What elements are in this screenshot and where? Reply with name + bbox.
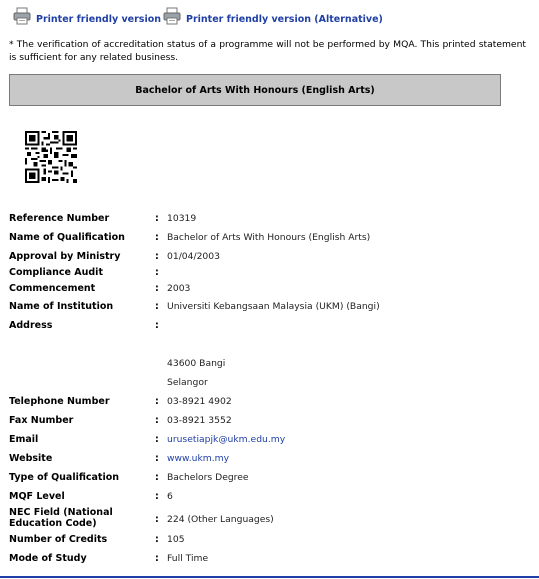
website-label: Website [9, 453, 53, 464]
bottom-divider [0, 576, 539, 578]
email-label: Email [9, 434, 39, 445]
separator: : [155, 514, 159, 525]
printer-friendly-label: Printer friendly version [36, 13, 162, 25]
separator: : [155, 415, 159, 426]
fax-label: Fax Number [9, 415, 74, 426]
separator: : [155, 283, 159, 294]
commencement-label: Commencement [9, 283, 96, 294]
telephone-label: Telephone Number [9, 396, 110, 407]
separator: : [155, 491, 159, 502]
qualification-type-label: Type of Qualification [9, 472, 119, 483]
email-link[interactable]: urusetiapjk@ukm.edu.my [167, 434, 286, 445]
qr-code-image [25, 131, 77, 183]
separator: : [155, 213, 159, 224]
telephone-value: 03-8921 4902 [167, 396, 232, 407]
separator: : [155, 472, 159, 483]
separator: : [155, 534, 159, 545]
credits-label: Number of Credits [9, 534, 108, 545]
printer-friendly-alt-link[interactable] [163, 5, 383, 27]
nec-field-label: NEC Field (National Education Code) [9, 507, 113, 529]
reference-number-label: Reference Number [9, 213, 110, 224]
separator: : [155, 301, 159, 312]
qualification-type-value: Bachelors Degree [167, 472, 249, 483]
address-postcode-city: 43600 Bangi [167, 358, 226, 369]
reference-number-value: 10319 [167, 213, 197, 224]
institution-value: Universiti Kebangsaan Malaysia (UKM) (Bangi) [167, 301, 380, 312]
address-state: Selangor [167, 377, 208, 388]
separator: : [155, 553, 159, 564]
printer-icon [163, 7, 181, 25]
separator: : [155, 320, 159, 331]
credits-value: 105 [167, 534, 185, 545]
qualification-name-value: Bachelor of Arts With Honours (English Arts) [167, 232, 371, 243]
nec-field-value: 224 (Other Languages) [167, 514, 274, 525]
address-label: Address [9, 320, 53, 331]
compliance-audit-label: Compliance Audit [9, 267, 103, 278]
mqf-level-value: 6 [167, 491, 173, 502]
verification-notice: * The verification of accreditation status of a programme will not be performed by MQA. This printed statement is sufficient for any related business. [9, 39, 526, 63]
printer-icon [13, 7, 31, 25]
printer-friendly-link[interactable] [13, 5, 161, 27]
separator: : [155, 396, 159, 407]
commencement-value: 2003 [167, 283, 191, 294]
separator: : [155, 453, 159, 464]
fax-value: 03-8921 3552 [167, 415, 232, 426]
separator: : [155, 251, 159, 262]
separator: : [155, 232, 159, 243]
qualification-name-label: Name of Qualification [9, 232, 125, 243]
programme-title: Bachelor of Arts With Honours (English Arts) [135, 84, 375, 96]
website-link[interactable]: www.ukm.my [167, 453, 230, 464]
separator: : [155, 267, 159, 278]
mqf-level-label: MQF Level [9, 491, 65, 502]
programme-title-bar [9, 74, 501, 106]
approval-value: 01/04/2003 [167, 251, 220, 262]
mode-of-study-value: Full Time [167, 553, 209, 564]
institution-label: Name of Institution [9, 301, 114, 312]
approval-label: Approval by Ministry [9, 251, 121, 262]
printer-friendly-alt-label: Printer friendly version (Alternative) [186, 13, 383, 25]
separator: : [155, 434, 159, 445]
mode-of-study-label: Mode of Study [9, 553, 87, 564]
